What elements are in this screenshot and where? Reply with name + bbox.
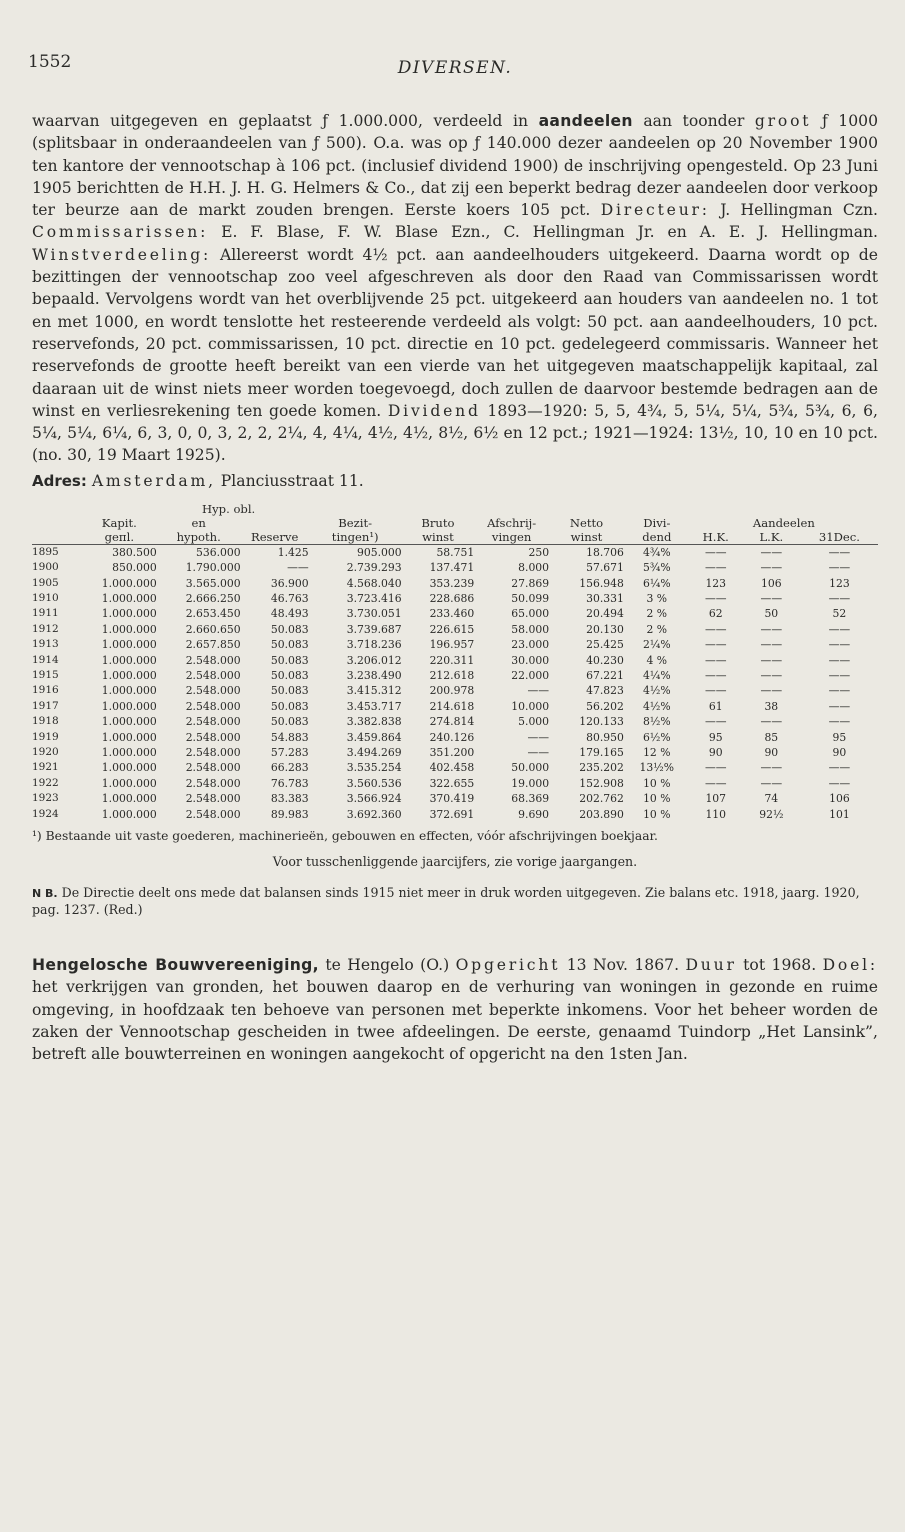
table-cell: 1.000.000 xyxy=(101,607,157,621)
hengelosche-paragraph xyxy=(32,954,878,1065)
table-cell: —— xyxy=(828,669,851,682)
table-cell: 107 xyxy=(705,792,727,806)
table-cell: —— xyxy=(704,653,727,667)
table-cell: 1918 xyxy=(32,715,59,728)
table-cell: 40.230 xyxy=(586,653,624,667)
address-line xyxy=(32,470,878,492)
table-row xyxy=(32,699,878,714)
table-cell: 9.690 xyxy=(518,807,550,821)
table-cell: 156.948 xyxy=(579,576,624,590)
p1-text-6: 1893—1920: 5, 5, 4¾, 5, 5¼, 5¼, 5¾, 5¾, 6, 6, 5¼, 5¼, 6¼, 6, 3, 0, 0, 3, 2, 2, 2¼, 4, 4¼, 4½, 4½, 8½, 6½ en 12 pct.; 1921—1924: 13½, 10, 10 en 10 pct. (no. 30, 19 Maart 1925). xyxy=(32,401,878,465)
table-cell: 2.548.000 xyxy=(185,669,241,682)
table-header-cell: geпl. xyxy=(82,530,157,545)
dividend-keyword: Dividend xyxy=(387,401,481,420)
table-cell: 85 xyxy=(764,730,779,744)
table-cell: 1922 xyxy=(32,776,59,789)
table-cell: 212.618 xyxy=(429,669,475,682)
table-cell: 3.382.838 xyxy=(346,715,402,729)
table-cell: 1.000.000 xyxy=(101,699,157,713)
table-cell: 110 xyxy=(705,807,727,821)
table-cell: 58.751 xyxy=(436,545,475,559)
table-cell: 6½% xyxy=(642,730,671,744)
table-cell: 1.000.000 xyxy=(101,684,157,698)
table-cell: 235.202 xyxy=(579,761,624,775)
table-cell: 20.494 xyxy=(586,607,624,621)
table-cell: —— xyxy=(704,638,727,652)
table-header-row-1 xyxy=(32,516,878,530)
nb-label: N B. xyxy=(32,887,58,901)
table-cell: 203.890 xyxy=(579,807,624,821)
table-header-cell xyxy=(32,516,82,530)
p1-text-5: Allereerst wordt 4½ pct. aan aandeelhouders uitgekeerd. Daarna wordt op de bezittingen der vennootschap zoo veel afgeschreven als door den Raad van Commissarissen wordt bepaald. Vervolgens wordt van het overblijvende 25 pct. uitgekeerd aan houders van aandeelen no. 1 tot en met 1000, en wordt tenslotte het resteerende verdeeld als volgt: 50 pct. aan aandeelhouders, 10 pct. reservefonds, 20 pct. commissarissen, 10 pct. directie en 10 pct. gedelegeerd commissaris. Wanneer het reservefonds de grootte heeft bereikt van een vierde van het uitgegeven maatschappelijk kapitaal, zal daaraan uit de winst niets meer worden toegevoegd, doch zullen de daarvoor bestemde bedragen aan de winst en verliesrekening ten goede komen. xyxy=(32,245,878,420)
table-cell: 3.494.269 xyxy=(346,746,402,760)
table-cell: 3.415.312 xyxy=(346,684,402,698)
table-cell: 353.239 xyxy=(429,576,475,590)
table-cell: 56.202 xyxy=(586,699,624,713)
duur-keyword: Duur xyxy=(685,956,737,975)
table-cell: —— xyxy=(287,561,309,575)
table-cell: 1921 xyxy=(32,761,59,774)
table-cell: 123 xyxy=(705,576,727,590)
table-cell: 50.083 xyxy=(270,699,309,713)
table-cell: 89.983 xyxy=(270,807,309,821)
table-cell: 3.459.864 xyxy=(346,730,402,744)
table-cell: 322.655 xyxy=(429,776,475,790)
table-header-cell: tingen¹) xyxy=(309,530,402,545)
table-footnote: ¹) Bestaande uit vaste goederen, machinerieën, gebouwen en effecten, vóór afschrijvingen boekjaar. xyxy=(32,829,658,844)
table-cell: 370.419 xyxy=(429,792,475,806)
page-header xyxy=(28,0,878,110)
table-cell: 250 xyxy=(528,545,550,559)
table-cell: 12 % xyxy=(643,746,671,760)
table-cell: 23.000 xyxy=(511,638,550,652)
table-cell: 1.000.000 xyxy=(101,576,157,590)
table-cell: —— xyxy=(760,561,783,575)
table-cell: 95 xyxy=(708,730,723,744)
table-cell: 1.000.000 xyxy=(101,776,157,790)
table-cell: —— xyxy=(760,622,783,636)
table-cell: —— xyxy=(760,715,783,729)
table-cell: 18.706 xyxy=(586,545,624,559)
table-row xyxy=(32,791,878,806)
table-row xyxy=(32,560,878,575)
table-cell: —— xyxy=(760,545,783,559)
table-cell: 1.000.000 xyxy=(101,730,157,744)
table-cell: 3.565.000 xyxy=(185,576,241,590)
table-cell: 2.548.000 xyxy=(185,761,241,775)
nb-note xyxy=(32,885,878,918)
table-header-cell: en xyxy=(191,515,206,530)
table-cell: —— xyxy=(828,715,851,729)
table-cell: 2 % xyxy=(646,607,668,621)
table-cell: 214.618 xyxy=(429,699,475,713)
table-cell: 50.083 xyxy=(270,684,309,698)
table-cell: 90 xyxy=(764,746,779,760)
table-cell: 2.666.250 xyxy=(185,591,241,605)
table-row xyxy=(32,730,878,745)
table-header-cell: 31Dec. xyxy=(801,530,878,545)
table-cell: 38 xyxy=(764,699,779,713)
table-cell: —— xyxy=(828,561,851,575)
table-cell: 3.535.254 xyxy=(346,761,402,775)
table-cell: —— xyxy=(704,591,727,605)
table-cell: —— xyxy=(704,776,727,790)
table-cell: 1916 xyxy=(32,684,59,697)
table-cell: 4.568.040 xyxy=(346,576,402,590)
table-cell: 58.000 xyxy=(511,622,550,636)
table-row xyxy=(32,714,878,729)
table-cell: —— xyxy=(828,776,851,790)
table-cell: 1.000.000 xyxy=(101,669,157,682)
table-cell: 10 % xyxy=(643,807,671,821)
table-cell: 2¼% xyxy=(642,638,671,652)
table-cell: 62 xyxy=(708,607,723,621)
table-cell: 57.283 xyxy=(270,746,309,760)
table-cell: 2 % xyxy=(646,622,668,636)
table-cell: 402.458 xyxy=(429,761,475,775)
table-cell: 90 xyxy=(832,746,847,760)
p1-text-4: E. F. Blase, F. W. Blase Ezn., C. Hellingman Jr. en A. E. J. Hellingman. xyxy=(208,223,878,242)
table-cell: 8½% xyxy=(642,715,671,729)
table-cell: 5.000 xyxy=(518,715,550,729)
table-cell: 120.133 xyxy=(579,715,624,729)
table-cell: 106 xyxy=(761,576,782,590)
table-row xyxy=(32,668,878,683)
table-cell: 4 % xyxy=(646,653,668,667)
table-cell: —— xyxy=(828,684,851,698)
table-cell: 90 xyxy=(708,746,723,760)
table-cell: 2.548.000 xyxy=(185,730,241,744)
table-cell: 27.869 xyxy=(511,576,550,590)
table-cell: 1.000.000 xyxy=(101,653,157,667)
table-cell: 66.283 xyxy=(270,761,309,775)
table-cell: 200.978 xyxy=(429,684,475,698)
table-cell: —— xyxy=(704,545,727,559)
table-cell: 3 % xyxy=(646,591,668,605)
document-page xyxy=(28,0,878,1066)
doel-keyword: Doel: xyxy=(822,956,878,975)
hyp-obl-label: Hyp. obl. xyxy=(202,501,256,516)
table-cell: 4½% xyxy=(642,684,671,698)
p2-text-3: tot 1968. xyxy=(736,956,823,975)
table-cell: —— xyxy=(828,653,851,667)
table-cell: 30.331 xyxy=(586,591,624,605)
table-cell: 36.900 xyxy=(270,576,309,590)
table-cell: —— xyxy=(828,638,851,652)
table-cell: 1.790.000 xyxy=(185,561,241,575)
table-cell: 4¾% xyxy=(642,545,671,559)
aandeelen-keyword: aandeelen xyxy=(538,112,633,130)
table-cell: 13½% xyxy=(639,761,675,775)
table-header-cell: Divi- xyxy=(643,515,671,530)
table-cell: 274.814 xyxy=(429,715,475,729)
table-cell: 1900 xyxy=(32,561,59,574)
table-cell: 3.206.012 xyxy=(346,653,402,667)
table-cell: —— xyxy=(760,684,783,698)
table-header-cell: Aandeelen xyxy=(752,515,815,530)
table-cell: 240.126 xyxy=(429,730,475,744)
table-cell: 52 xyxy=(832,607,847,621)
table-cell: —— xyxy=(704,684,727,698)
table-cell: 850.000 xyxy=(112,561,157,575)
table-cell: —— xyxy=(704,622,727,636)
table-body xyxy=(32,544,878,822)
table-cell: 1915 xyxy=(32,669,59,681)
table-cell: 1920 xyxy=(32,746,59,759)
table-row xyxy=(32,776,878,791)
table-cell: —— xyxy=(760,776,783,790)
table-row xyxy=(32,653,878,668)
table-cell: 2.660.650 xyxy=(185,622,241,636)
table-cell: 3.739.687 xyxy=(346,622,402,636)
table-cell: 67.221 xyxy=(586,669,624,682)
table-cell: 10.000 xyxy=(511,699,550,713)
table-cell: —— xyxy=(828,622,851,636)
table-header-cell: winst xyxy=(402,530,475,545)
directeur-keyword: Directeur: xyxy=(600,201,710,220)
table-cell: 3.730.051 xyxy=(346,607,402,621)
table-row xyxy=(32,807,878,822)
table-cell: 1919 xyxy=(32,730,59,743)
table-cell: 1914 xyxy=(32,653,59,666)
table-cell: —— xyxy=(527,684,550,698)
table-cell: 1.000.000 xyxy=(101,746,157,760)
table-cell: 76.783 xyxy=(270,776,309,790)
previous-years-note: Voor tusschenliggende jaarcijfers, zie vorige jaargangen. xyxy=(272,854,638,870)
table-cell: 6¼% xyxy=(642,576,671,590)
table-cell: 2.548.000 xyxy=(185,792,241,806)
table-cell: —— xyxy=(828,699,851,713)
table-cell: 106 xyxy=(829,792,850,806)
table-cell: 5¾% xyxy=(642,561,671,575)
table-header-cell: Bruto xyxy=(421,515,455,530)
table-cell: —— xyxy=(704,715,727,729)
table-row xyxy=(32,745,878,760)
table-cell: 25.425 xyxy=(586,638,624,652)
table-cell: 68.369 xyxy=(511,792,550,806)
company-name: Hengelosche Bouwvereeniging, xyxy=(32,956,319,975)
table-row xyxy=(32,622,878,637)
table-cell: 48.493 xyxy=(270,607,309,621)
address-street: Planciusstraat 11. xyxy=(215,471,364,490)
financial-table xyxy=(32,516,878,822)
table-cell: 2.657.850 xyxy=(185,638,241,652)
table-cell: 380.500 xyxy=(112,545,157,559)
table-cell: —— xyxy=(760,669,783,682)
table-cell: 2.548.000 xyxy=(185,699,241,713)
table-cell: 196.957 xyxy=(429,638,475,652)
table-cell: 3.238.490 xyxy=(346,669,402,682)
table-row xyxy=(32,606,878,621)
table-cell: 2.653.450 xyxy=(185,607,241,621)
table-cell: 10 % xyxy=(643,776,671,790)
table-cell: —— xyxy=(760,591,783,605)
table-header-cell: vingen xyxy=(474,530,549,545)
table-cell: 372.691 xyxy=(429,807,475,821)
table-cell: 50.083 xyxy=(270,622,309,636)
table-header-cell: hypoth. xyxy=(157,530,241,545)
table-cell: 3.723.416 xyxy=(346,591,402,605)
p1-intro: waarvan uitgegeven en geplaatst ƒ 1.000.000, verdeeld in xyxy=(32,112,539,130)
p2-text-4: het verkrijgen van gronden, het bouwen daarop en de verhuring van woningen in gezonde en ruime omgeving, in hoofdzaak ten behoeve van personen met beperkte inkomens. Voor het beheer worden de zaken der Vennootschap gescheiden in twee afdeelingen. De eerste, genaamd Tuindorp „Het Lansink”, betreft alle bouwterreinen en woningen aangekocht of opgericht na den 1sten Jan. xyxy=(32,978,878,1064)
table-cell: 8.000 xyxy=(518,561,550,575)
table-row xyxy=(32,683,878,698)
table-cell: 3.692.360 xyxy=(346,807,402,821)
table-cell: 47.823 xyxy=(586,684,624,698)
table-cell: 50.083 xyxy=(270,653,309,667)
table-cell: 57.671 xyxy=(586,561,624,575)
table-cell: 1895 xyxy=(32,545,59,558)
table-cell: —— xyxy=(704,669,727,682)
p1-text-1: aan toonder xyxy=(632,112,755,130)
commissarissen-keyword: Commissarissen: xyxy=(32,223,209,242)
table-cell: 50 xyxy=(764,607,779,621)
table-cell: 30.000 xyxy=(511,653,550,667)
winstverdeeling-keyword: Winstverdeeling: xyxy=(32,245,212,264)
table-cell: 92½ xyxy=(759,807,784,821)
table-row xyxy=(32,544,878,560)
table-cell: 4½% xyxy=(642,699,671,713)
table-cell: 50.083 xyxy=(270,715,309,729)
table-cell: 1923 xyxy=(32,792,59,805)
table-cell: 54.883 xyxy=(270,730,309,744)
table-header-cell xyxy=(241,516,309,530)
table-cell: 20.130 xyxy=(586,622,624,636)
table-cell: 152.908 xyxy=(579,776,624,790)
table-cell: 50.083 xyxy=(270,669,309,682)
address-city: Amsterdam, xyxy=(91,471,216,490)
company-description-paragraph xyxy=(32,110,878,467)
table-cell: 19.000 xyxy=(511,776,550,790)
table-cell: 2.548.000 xyxy=(185,684,241,698)
table-cell: 137.471 xyxy=(429,561,475,575)
table-cell: 80.950 xyxy=(586,730,624,744)
table-row xyxy=(32,637,878,652)
table-cell: 2.548.000 xyxy=(185,715,241,729)
table-cell: 1.000.000 xyxy=(101,807,157,821)
table-header-cell: Bezit- xyxy=(338,515,373,530)
p1-text-2: ƒ 1000 (splitsbaar in onderaandeelen van ƒ 500). O.a. was op ƒ 140.000 dezer aandeelen op 20 November 1900 ten kantore der vennootschap à 106 pct. (inclusief dividend 1900) de inschrijving opengesteld. Op 23 Juni 1905 berichtten de H.H. J. H. G. Helmers & Co., dat zij een beperkt bedrag dezer aandeelen door verkoop ter beurze aan de markt zouden brengen. Eerste koers 105 pct. xyxy=(32,112,878,220)
table-header-cell: Kapit. xyxy=(101,515,137,530)
table-cell: 1912 xyxy=(32,622,59,635)
table-cell: 1.000.000 xyxy=(101,761,157,775)
table-cell: 202.762 xyxy=(579,792,624,806)
table-cell: —— xyxy=(527,746,550,760)
table-cell: 61 xyxy=(708,699,723,713)
adres-label: Adres: xyxy=(32,471,87,490)
table-cell: 2.548.000 xyxy=(185,807,241,821)
table-cell: 3.453.717 xyxy=(346,699,402,713)
table-header-cell: H.K. xyxy=(690,530,742,545)
nb-text: De Directie deelt ons mede dat balansen sinds 1915 niet meer in druk worden uitgegeven. Zie balans etc. 1918, jaarg. 1920, pag. 1237. (Red.) xyxy=(32,885,860,918)
table-cell: 233.460 xyxy=(429,607,475,621)
table-cell: 1.000.000 xyxy=(101,792,157,806)
table-cell: 50.083 xyxy=(270,638,309,652)
table-header-cell: dend xyxy=(624,530,690,545)
table-cell: —— xyxy=(828,761,851,775)
table-cell: 536.000 xyxy=(195,545,241,559)
table-cell: 50.099 xyxy=(511,591,550,605)
table-cell: —— xyxy=(828,591,851,605)
table-header-cell: L.K. xyxy=(742,530,801,545)
table-cell: 1910 xyxy=(32,591,59,604)
table-cell: 1924 xyxy=(32,807,59,820)
table-cell: 4¼% xyxy=(642,669,671,682)
page-number: 1552 xyxy=(28,52,72,72)
table-cell: —— xyxy=(760,638,783,652)
table-cell: 179.165 xyxy=(579,746,624,760)
table-cell: 1913 xyxy=(32,638,59,651)
table-cell: —— xyxy=(760,761,783,775)
table-cell: 1917 xyxy=(32,699,59,712)
groot-keyword: groot xyxy=(754,112,812,130)
table-cell: 46.763 xyxy=(270,591,309,605)
table-header-cell: Afschrij- xyxy=(487,515,537,530)
table-cell: 65.000 xyxy=(511,607,550,621)
table-cell: —— xyxy=(704,761,727,775)
table-cell: 2.548.000 xyxy=(185,653,241,667)
table-cell: 95 xyxy=(832,730,847,744)
table-cell: —— xyxy=(704,561,727,575)
table-cell: 1.000.000 xyxy=(101,622,157,636)
table-cell: 1.425 xyxy=(277,545,309,559)
table-cell: 50.000 xyxy=(511,761,550,775)
table-header-cell: Reserve xyxy=(241,530,309,545)
table-row xyxy=(32,760,878,775)
table-cell: 1905 xyxy=(32,576,59,589)
table-cell: 10 % xyxy=(643,792,671,806)
table-cell: 74 xyxy=(764,792,779,806)
table-cell: 1.000.000 xyxy=(101,591,157,605)
table-cell: —— xyxy=(527,730,550,744)
table-cell: 101 xyxy=(829,807,850,821)
table-cell: 2.548.000 xyxy=(185,776,241,790)
table-cell: 220.311 xyxy=(429,653,475,667)
table-cell: 3.718.236 xyxy=(346,638,402,652)
table-cell: 905.000 xyxy=(357,545,402,559)
table-cell: 3.566.924 xyxy=(346,792,402,806)
table-cell: 123 xyxy=(829,576,850,590)
table-cell: 1911 xyxy=(32,607,59,620)
table-cell: 2.548.000 xyxy=(185,746,241,760)
table-cell: 83.383 xyxy=(270,792,309,806)
table-row xyxy=(32,576,878,591)
table-cell: 228.686 xyxy=(429,591,475,605)
table-cell: 3.560.536 xyxy=(346,776,402,790)
table-cell: 22.000 xyxy=(511,669,550,682)
table-row xyxy=(32,591,878,606)
table-cell: 2.739.293 xyxy=(346,561,402,575)
table-header-row-2 xyxy=(32,530,878,545)
table-header-cell: winst xyxy=(549,530,624,545)
table-cell: —— xyxy=(760,653,783,667)
table-cell: —— xyxy=(828,545,851,559)
table-header-cell xyxy=(32,530,82,545)
p1-text-3: J. Hellingman Czn. xyxy=(709,201,878,220)
table-cell: 1.000.000 xyxy=(101,715,157,729)
section-title: DIVERSEN. xyxy=(397,58,513,78)
opgericht-keyword: Opgericht xyxy=(455,956,561,975)
table-cell: 226.615 xyxy=(429,622,475,636)
p2-text-1: te Hengelo (O.) xyxy=(318,956,456,975)
table-cell: 351.200 xyxy=(429,746,475,760)
p2-text-2: 13 Nov. 1867. xyxy=(560,956,686,975)
table-header-cell: Netto xyxy=(569,515,604,530)
table-cell: 1.000.000 xyxy=(101,638,157,652)
